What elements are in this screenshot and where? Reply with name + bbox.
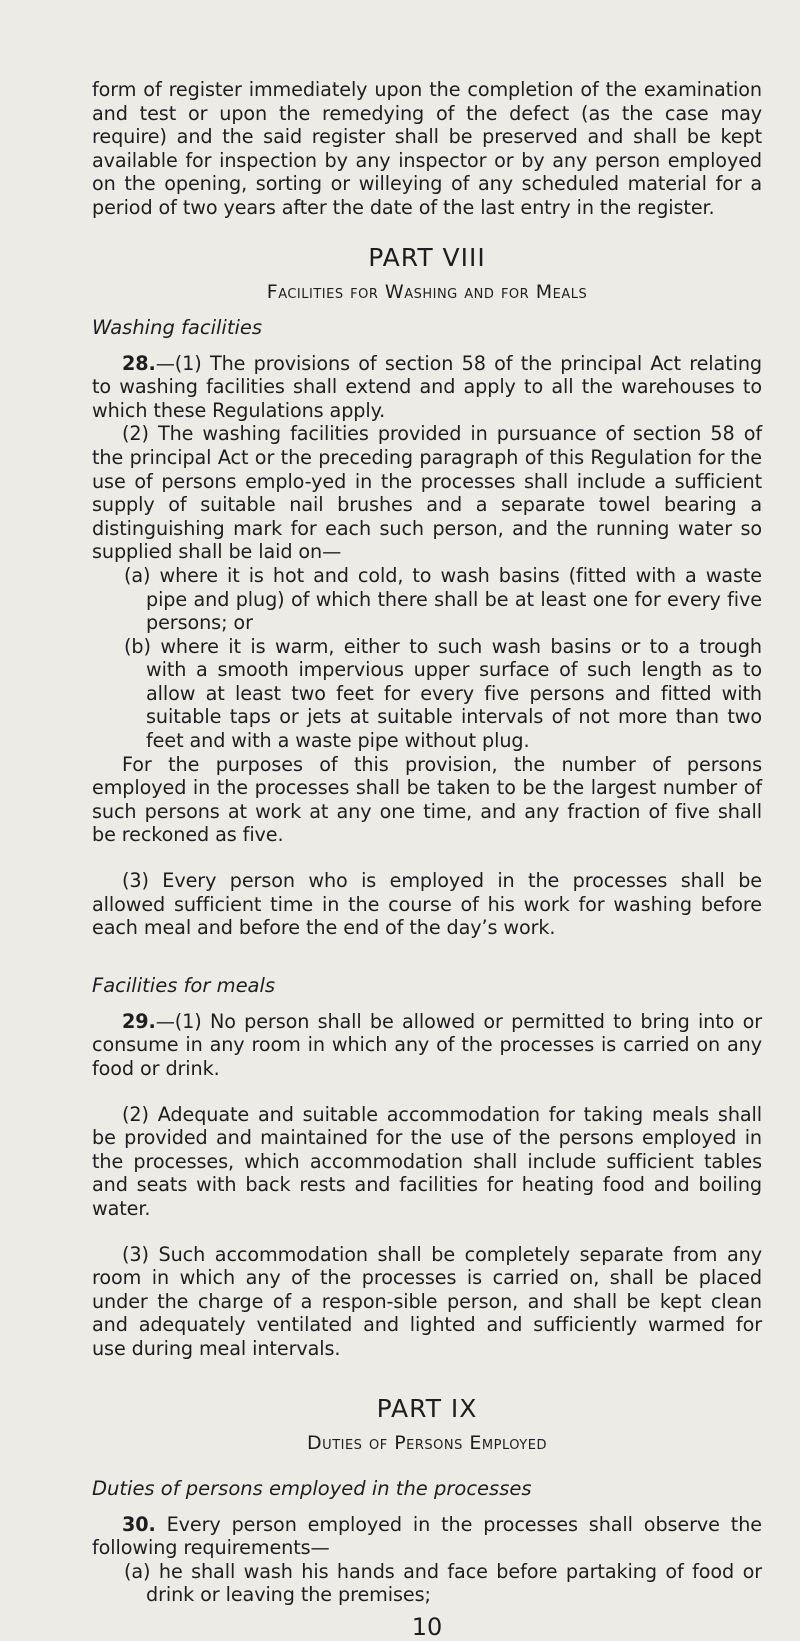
regulation-29-number: 29.: [122, 1009, 156, 1033]
meals-facilities-heading: Facilities for meals: [92, 973, 276, 997]
regulation-28-para-1-text: —(1) The provisions of section 58 of the principal Act relating to washing facilities shall extend and apply to all the warehouses to which these Regulations apply.: [92, 351, 762, 422]
regulation-30-para: [92, 1513, 762, 1560]
regulation-29-para-1: [92, 1010, 762, 1081]
regulation-29-para-2: (2) Adequate and suitable accommodation for taking meals shall be provided and maintained for the use of the persons employed in the processes, which accommodation shall include sufficient tables and seats with back rests and facilities for heating food and boiling water.: [92, 1102, 762, 1220]
regulation-28-number: 28.: [122, 351, 156, 375]
part-viii-title: PART VIII: [368, 242, 486, 272]
regulation-29-para-1-text: —(1) No person shall be allowed or permitted to bring into or consume in any room in which any of the processes is carried on any food or drink.: [92, 1009, 762, 1080]
regulation-30-number: 30.: [122, 1512, 156, 1536]
regulation-28-item-a: (a) where it is hot and cold, to wash basins (fitted with a waste pipe and plug) of which there shall be at least one for every five persons; or: [124, 563, 762, 635]
intro-paragraph: form of register immediately upon the completion of the examination and test or upon the remedying of the defect (as the case may require) and the said register shall be preserved and shall be kept available for inspection by any inspector or by any person employed on the opening, sorting or willeying of any scheduled material for a period of two years after the date of the last entry in the register.: [92, 78, 762, 219]
part-ix-subtitle: Duties of Persons Employed: [307, 1431, 547, 1454]
regulation-28-para-2: (2) The washing facilities provided in pursuance of section 58 of the principal Act or the preceding paragraph of this Regulation for the use of persons emplo-yed in the processes shall include a sufficient supply of suitable nail brushes and a separate towel bearing a distinguishing mark for each such person, and the running water so supplied shall be laid on—: [92, 422, 762, 564]
washing-facilities-heading: Washing facilities: [92, 315, 263, 339]
regulation-28-para-3: (3) Every person who is employed in the processes shall be allowed sufficient time in the course of his work for washing before each meal and before the end of the day’s work.: [92, 869, 762, 940]
regulation-28-para-1: [92, 352, 762, 423]
regulation-29-para-3: (3) Such accommodation shall be completely separate from any room in which any of the processes is carried on, shall be placed under the charge of a respon-sible person, and shall be kept clean and adequately ventilated and lighted and sufficiently warmed for use during meal intervals.: [92, 1242, 762, 1360]
regulation-30-item-a: (a) he shall wash his hands and face before partaking of food or drink or leaving the premises;: [124, 1559, 762, 1607]
regulation-28-item-b: (b) where it is warm, either to such wash basins or to a trough with a smooth impervious upper surface of such length as to allow at least two feet for every five persons and fitted with suitable taps or jets at suitable intervals of not more than two feet and with a waste pipe without plug.: [124, 634, 762, 753]
page-number: 10: [411, 1612, 443, 1641]
duties-heading: Duties of persons employed in the processes: [92, 1476, 532, 1500]
regulation-28-purpose-paragraph: For the purposes of this provision, the number of persons employed in the processes shall be taken to be the largest number of such persons at work at any one time, and any fraction of five shall be reckoned as five.: [92, 752, 762, 847]
part-viii-subtitle: Facilities for Washing and for Meals: [266, 280, 588, 303]
part-ix-title: PART IX: [376, 1393, 478, 1423]
regulation-30-text: Every person employed in the processes shall observe the following requirements—: [92, 1512, 762, 1560]
